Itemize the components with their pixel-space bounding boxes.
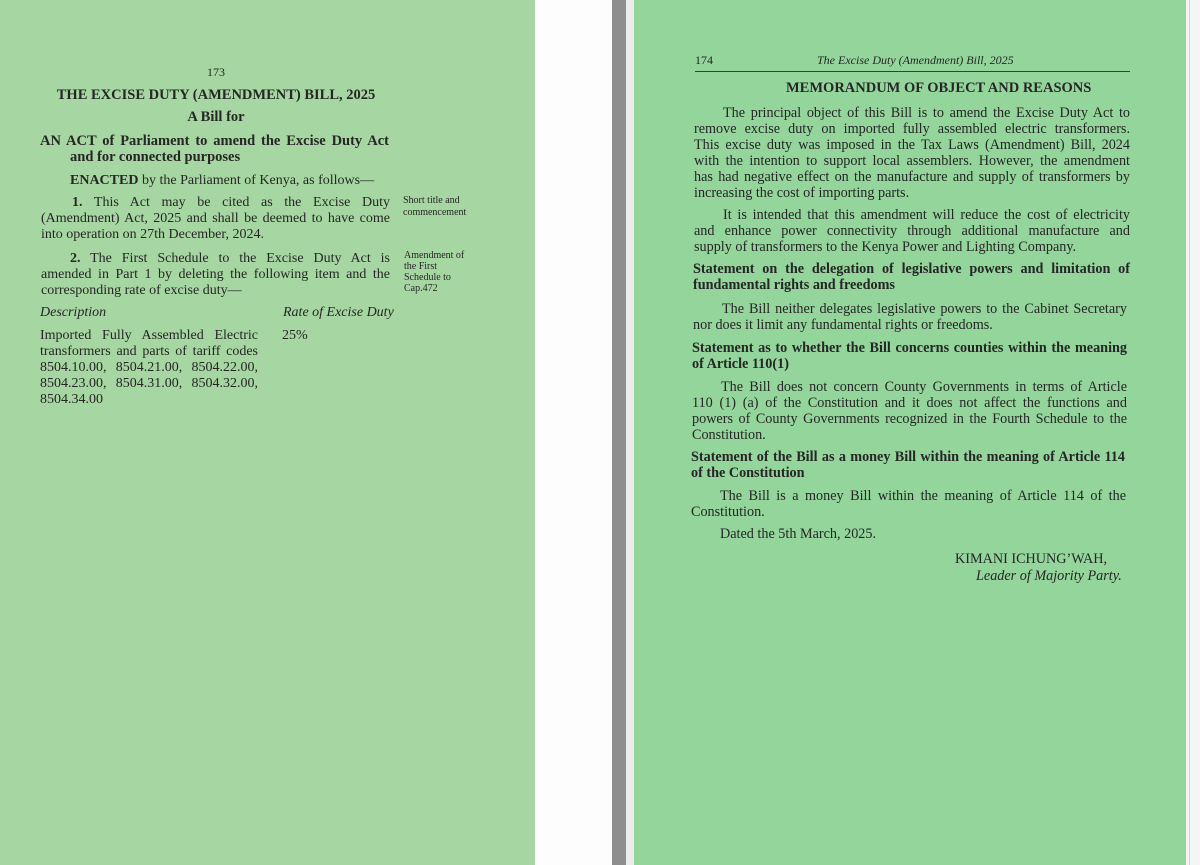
- dated-line: Dated the 5th March, 2025.: [720, 526, 877, 542]
- section-line: into operation on 27th December, 2024.: [41, 227, 264, 242]
- section-line: corresponding rate of excise duty—: [41, 283, 242, 298]
- running-head: The Excise Duty (Amendment) Bill, 2025: [817, 53, 1014, 67]
- page-number: 174: [695, 53, 713, 67]
- long-title-line: AN ACT of Parliament to amend the Excise Duty Act: [40, 133, 389, 149]
- paragraph-line: Constitution.: [692, 427, 766, 443]
- table-cell-description-line: transformers and parts of tariff codes: [40, 344, 258, 359]
- paragraph-line: Constitution.: [691, 504, 765, 520]
- section-2: [41, 251, 390, 299]
- left-page: [0, 0, 535, 865]
- memorandum-heading: MEMORANDUM OF OBJECT AND REASONS: [786, 80, 1092, 96]
- paragraph-line: has had negative effect on the manufacture and supply of transformers by: [694, 169, 1130, 185]
- paragraph-line: supply of transformers to the Kenya Power and Lighting Company.: [694, 239, 1077, 255]
- margin-note: [403, 195, 493, 219]
- paragraph: [694, 105, 1130, 201]
- section-number: 2.: [70, 251, 81, 266]
- margin-note-line: Cap.472: [404, 283, 438, 294]
- table-header-rate: Rate of Excise Duty: [283, 305, 394, 320]
- paragraph-line: It is intended that this amendment will reduce the cost of electricity: [723, 207, 1130, 223]
- paragraph-line: and enhance power connectivity through additional manufacture and: [694, 223, 1130, 239]
- table-cell-description-line: 8504.34.00: [40, 392, 103, 407]
- long-title: [40, 133, 389, 165]
- section-line: (Amendment) Act, 2025 and shall be deemed to have come: [41, 211, 390, 226]
- paragraph: [691, 488, 1126, 520]
- enacting-keyword: ENACTED: [70, 173, 139, 188]
- header-rule: [695, 71, 1130, 72]
- statement-heading-line: fundamental rights and freedoms: [693, 277, 895, 293]
- margin-note: [404, 250, 494, 294]
- long-title-line: and for connected purposes: [70, 149, 241, 165]
- table-cell-description-line: 8504.23.00, 8504.31.00, 8504.32.00,: [40, 376, 258, 391]
- paragraph-line: remove excise duty on imported fully assembled electric transformers.: [694, 121, 1130, 137]
- enacting-text: by the Parliament of Kenya, as follows—: [141, 173, 375, 188]
- paragraph: [693, 301, 1127, 333]
- page-divider-edge: [626, 0, 634, 865]
- table-cell-description: [40, 328, 258, 408]
- signature-title: Leader of Majority Party.: [976, 568, 1122, 584]
- bill-title: THE EXCISE DUTY (AMENDMENT) BILL, 2025: [56, 87, 376, 103]
- bill-subtitle: A Bill for: [187, 109, 245, 125]
- section-text: This Act may be cited as the Excise Duty: [93, 195, 390, 210]
- paragraph-line: with the intention to support local assemblers. However, the amendment: [694, 153, 1130, 169]
- signature-name: KIMANI ICHUNG’WAH,: [955, 551, 1108, 567]
- paragraph-line: The Bill is a money Bill within the meaning of Article 114 of the: [720, 488, 1126, 504]
- paragraph-line: This excise duty was imposed in the Tax Laws (Amendment) Bill, 2024: [694, 137, 1130, 153]
- section-line: [41, 251, 390, 267]
- statement-heading-line: of Article 110(1): [692, 356, 789, 372]
- enacting-clause: [70, 173, 410, 189]
- right-page: [634, 0, 1186, 865]
- paragraph: [692, 379, 1127, 443]
- paragraph-line: nor does it limit any fundamental rights or freedoms.: [693, 317, 993, 333]
- margin-note-line: the First: [404, 261, 438, 272]
- paragraph-line: The principal object of this Bill is to amend the Excise Duty Act to: [723, 105, 1130, 121]
- statement-heading-line: Statement of the Bill as a money Bill within the meaning of Article 114: [691, 449, 1125, 465]
- paragraph-line: powers of County Governments recognized in the Fourth Schedule to the: [692, 411, 1127, 427]
- page-number: 173: [207, 65, 225, 79]
- margin-note-line: Short title and: [403, 195, 460, 206]
- statement-heading: [692, 340, 1127, 372]
- scan-edge-line: [1189, 0, 1190, 865]
- table-cell-description-line: Imported Fully Assembled Electric: [40, 328, 258, 343]
- statement-heading-line: Statement on the delegation of legislative powers and limitation of: [693, 261, 1130, 277]
- margin-note-line: Schedule to: [404, 272, 451, 283]
- statement-heading-line: of the Constitution: [691, 465, 805, 481]
- section-number: 1.: [72, 195, 83, 210]
- margin-note-line: Amendment of: [404, 250, 465, 261]
- section-line: amended in Part 1 by deleting the following item and the: [41, 267, 390, 282]
- statement-heading-line: Statement as to whether the Bill concerns counties within the meaning: [692, 340, 1127, 356]
- statement-heading: [691, 449, 1125, 481]
- table-cell-description-line: 8504.10.00, 8504.21.00, 8504.22.00,: [40, 360, 258, 375]
- paragraph-line: 110 (1) (a) of the Constitution and it does not affect the functions and: [692, 395, 1127, 411]
- section-1: [41, 195, 390, 243]
- table-cell-rate: 25%: [282, 328, 308, 343]
- paragraph-line: increasing the cost of importing parts.: [694, 185, 910, 201]
- paragraph-line: The Bill neither delegates legislative powers to the Cabinet Secretary: [722, 301, 1127, 317]
- paragraph: [694, 207, 1130, 255]
- margin-note-line: commencement: [403, 207, 467, 218]
- statement-heading: [693, 261, 1130, 293]
- paragraph-line: The Bill does not concern County Governments in terms of Article: [721, 379, 1127, 395]
- section-text: The First Schedule to the Excise Duty Act is: [90, 251, 390, 266]
- page-divider: [612, 0, 626, 865]
- table-header-description: Description: [40, 305, 107, 320]
- section-line: [41, 195, 390, 211]
